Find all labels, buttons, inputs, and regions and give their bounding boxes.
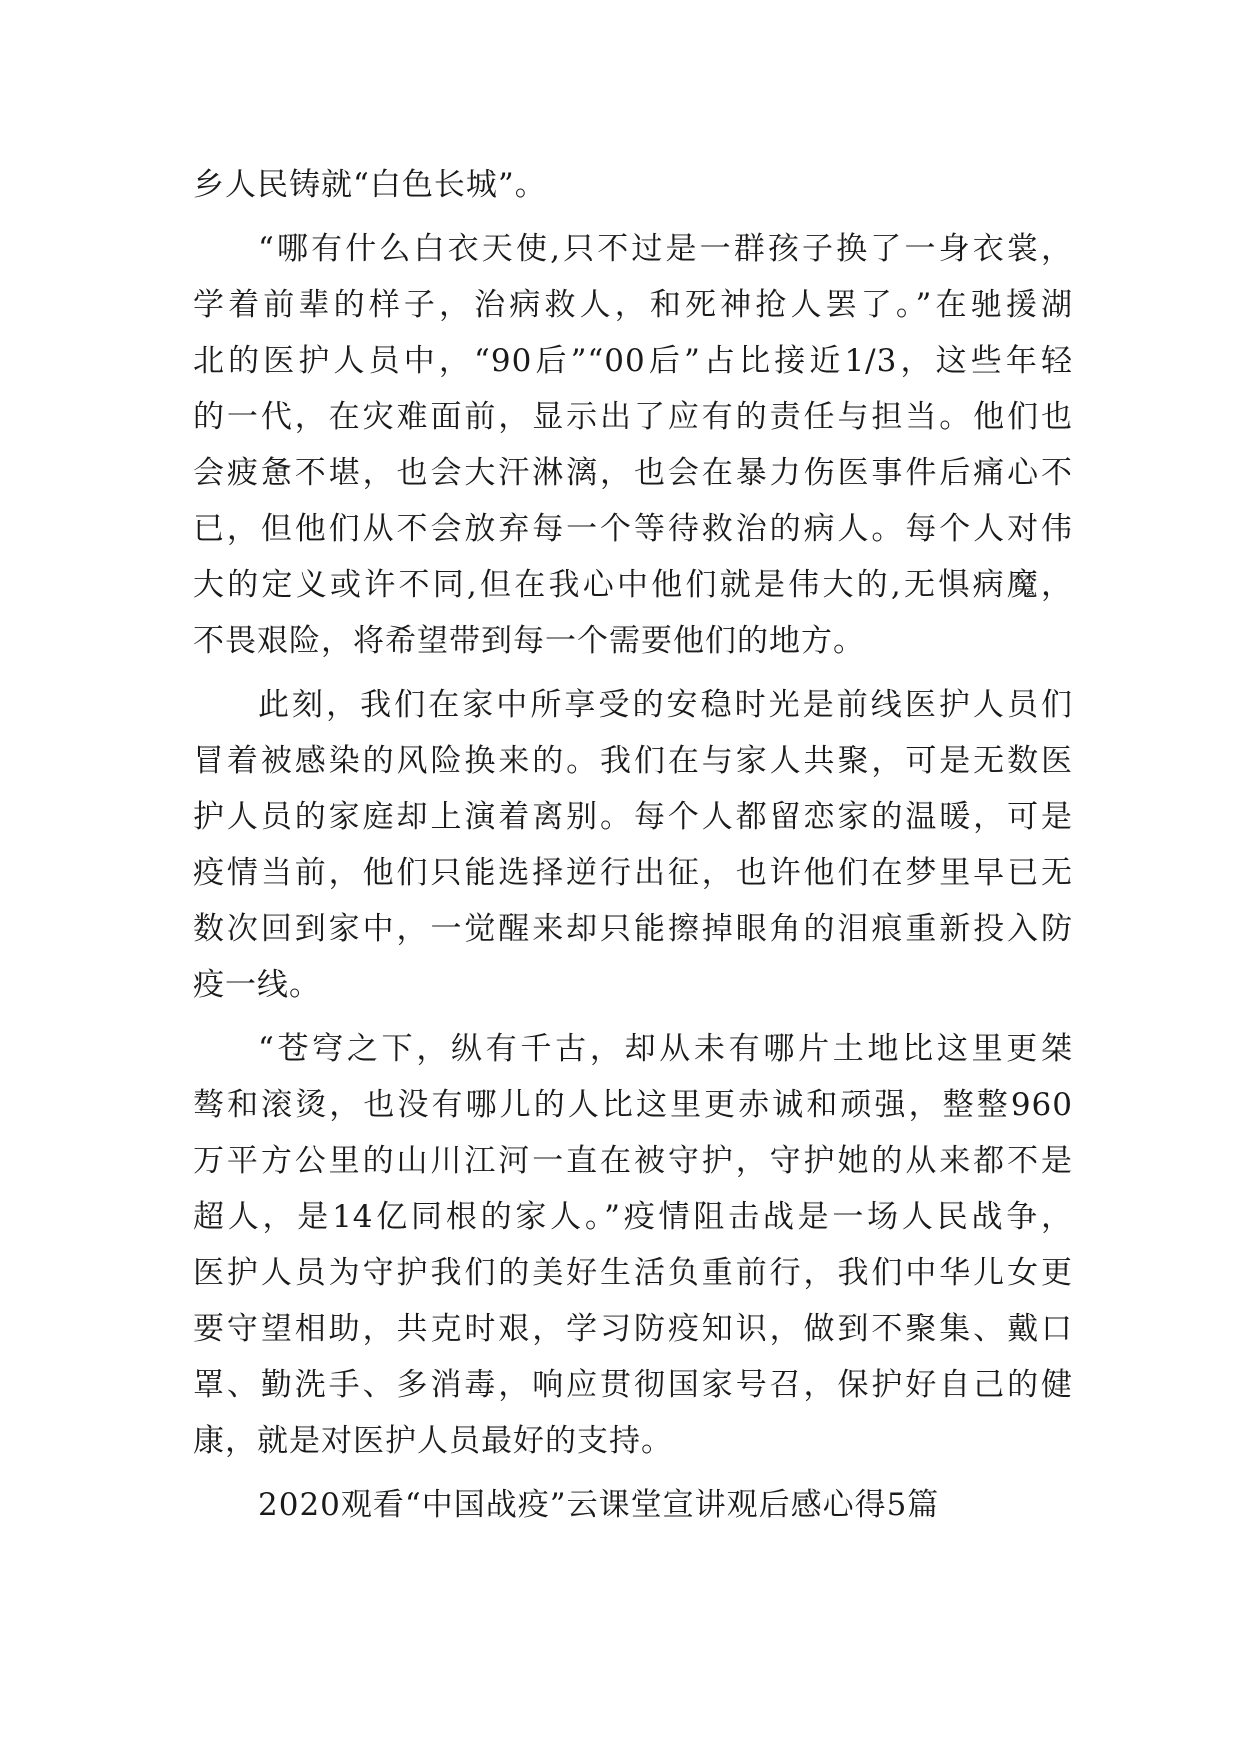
paragraph-line: 会疲惫不堪，也会大汗淋漓，也会在暴力伤医事件后痛心不 bbox=[193, 455, 1073, 491]
paragraph-line: 学着前辈的样子，治病救人，和死神抢人罢了。”在驰援湖 bbox=[193, 287, 1073, 323]
paragraph-line: 万平方公里的山川江河一直在被守护，守护她的从来都不是 bbox=[193, 1143, 1073, 1179]
paragraph-line: “哪有什么白衣天使,只不过是一群孩子换了一身衣裳， bbox=[258, 231, 1073, 267]
paragraph-line: 的一代，在灾难面前，显示出了应有的责任与担当。他们也 bbox=[193, 399, 1073, 435]
paragraph-line: “苍穹之下，纵有千古，却从未有哪片土地比这里更桀 bbox=[258, 1031, 1073, 1067]
paragraph-line: 大的定义或许不同,但在我心中他们就是伟大的,无惧病魔， bbox=[193, 567, 1073, 603]
paragraph-line: 超人，是14亿同根的家人。”疫情阻击战是一场人民战争， bbox=[193, 1199, 1073, 1235]
paragraph-line: 医护人员为守护我们的美好生活负重前行，我们中华儿女更 bbox=[193, 1255, 1073, 1291]
paragraph-line: 冒着被感染的风险换来的。我们在与家人共聚，可是无数医 bbox=[193, 743, 1073, 779]
paragraph-line: 已，但他们从不会放弃每一个等待救治的病人。每个人对伟 bbox=[193, 511, 1073, 547]
paragraph-line: 康，就是对医护人员最好的支持。 bbox=[193, 1423, 673, 1459]
paragraph-line: 乡人民铸就“白色长城”。 bbox=[193, 167, 547, 203]
paragraph-line: 疫一线。 bbox=[193, 967, 321, 1003]
paragraph-line: 疫情当前，他们只能选择逆行出征，也许他们在梦里早已无 bbox=[193, 855, 1073, 891]
paragraph-line: 北的医护人员中，“90后”“00后”占比接近1/3，这些年轻 bbox=[193, 343, 1073, 379]
paragraph-line: 骜和滚烫，也没有哪儿的人比这里更赤诚和顽强，整整960 bbox=[193, 1087, 1073, 1123]
paragraph-line: 护人员的家庭却上演着离别。每个人都留恋家的温暖，可是 bbox=[193, 799, 1073, 835]
paragraph-line: 罩、勤洗手、多消毒，响应贯彻国家号召，保护好自己的健 bbox=[193, 1367, 1073, 1403]
paragraph-line: 此刻，我们在家中所享受的安稳时光是前线医护人员们 bbox=[258, 687, 1073, 723]
paragraph-line: 数次回到家中，一觉醒来却只能擦掉眼角的泪痕重新投入防 bbox=[193, 911, 1073, 947]
paragraph-line: 要守望相助，共克时艰，学习防疫知识，做到不聚集、戴口 bbox=[193, 1311, 1073, 1347]
paragraph-line: 不畏艰险，将希望带到每一个需要他们的地方。 bbox=[193, 623, 865, 659]
section-title: 2020观看“中国战疫”云课堂宣讲观后感心得5篇 bbox=[258, 1487, 940, 1523]
